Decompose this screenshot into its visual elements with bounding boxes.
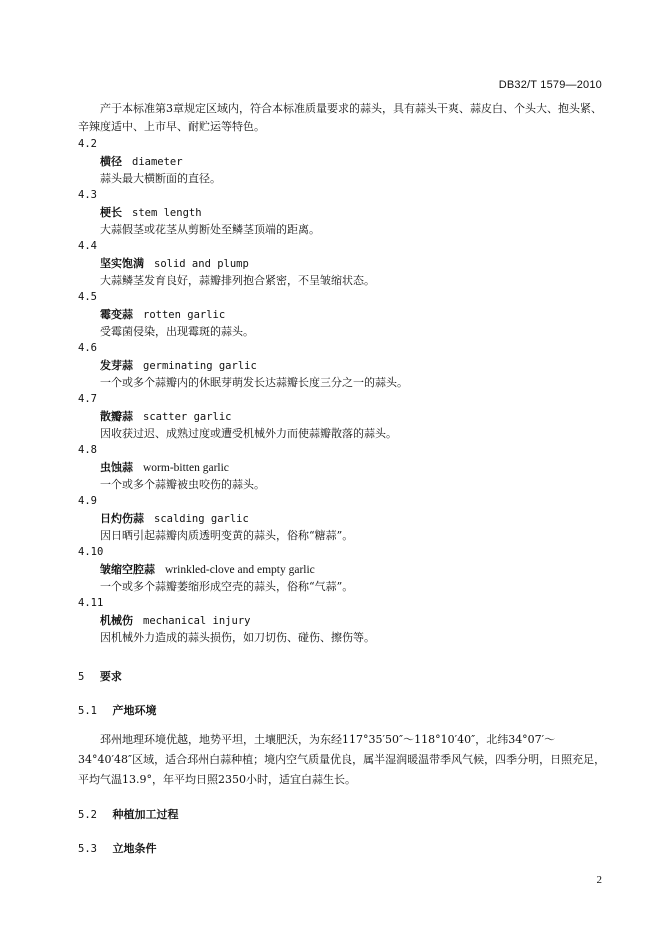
term-entry — [78, 595, 608, 646]
term-english-name: worm-bitten garlic — [143, 462, 229, 474]
intro-paragraph: 产于本标准第3章规定区域内，符合本标准质量要求的蒜头，具有蒜头干爽、蒜皮白、个头大、抱头紧、辛辣度适中、上市早、耐贮运等特色。 — [78, 102, 602, 133]
term-definition: 受霉菌侵染，出现霉斑的蒜头。 — [100, 325, 254, 338]
page-number: 2 — [596, 874, 602, 886]
section-5-2-heading — [78, 806, 608, 824]
term-title — [78, 459, 608, 476]
term-definition: 大蒜假茎或花茎从剪断处至鳞茎顶端的距离。 — [100, 223, 320, 236]
term-definition: 大蒜鳞茎发育良好，蒜瓣排列抱合紧密，不呈皱缩状态。 — [100, 274, 375, 287]
term-title — [78, 306, 608, 323]
term-definition: 一个或多个蒜瓣被虫咬伤的蒜头。 — [100, 478, 265, 491]
term-english-name: solid and plump — [154, 258, 249, 270]
section-title: 产地环境 — [112, 704, 157, 717]
term-chinese-name: 日灼伤蒜 — [100, 512, 144, 525]
section-number: 5.2 — [78, 809, 97, 821]
term-chinese-name: 梗长 — [100, 206, 122, 219]
term-number: 4.2 — [78, 138, 97, 150]
term-entry — [78, 289, 608, 340]
term-entry — [78, 493, 608, 544]
section-title: 种植加工过程 — [112, 808, 179, 821]
term-chinese-name: 散瓣蒜 — [100, 410, 133, 423]
term-chinese-name: 横径 — [100, 155, 122, 168]
term-number: 4.3 — [78, 189, 97, 201]
term-definition: 因收获过迟、成熟过度或遭受机械外力而使蒜瓣散落的蒜头。 — [100, 427, 397, 440]
term-english-name: scalding garlic — [154, 513, 249, 525]
term-chinese-name: 机械伤 — [100, 614, 133, 627]
term-english-name: stem length — [132, 207, 202, 219]
term-english-name: mechanical injury — [143, 615, 251, 627]
term-number: 4.7 — [78, 393, 97, 405]
term-english-name: wrinkled-clove and empty garlic — [165, 564, 315, 576]
section-5-1-text: 邳州地理环境优越，地势平坦，土壤肥沃，为东经117°35′50″～118°10′40″，北纬34°07′～34°40′48″区域，适合邳州白蒜种植；境内空气质量优良，属半湿润暖温带季风气候，四季分明，日照充足，平均气温13.9°，年平均日照2350小时，适宜白蒜生长。 — [78, 733, 606, 786]
section-5-3-heading — [78, 840, 608, 858]
term-chinese-name: 虫蚀蒜 — [100, 461, 133, 474]
section-5-heading — [78, 668, 608, 686]
term-title — [78, 510, 608, 527]
term-list — [78, 136, 608, 646]
term-number: 4.9 — [78, 495, 97, 507]
term-english-name: rotten garlic — [143, 309, 226, 321]
term-number: 4.5 — [78, 291, 97, 303]
term-entry — [78, 544, 608, 595]
term-title — [78, 204, 608, 221]
term-entry — [78, 442, 608, 493]
section-5-1-heading — [78, 702, 608, 720]
term-entry — [78, 187, 608, 238]
term-chinese-name: 皱缩空腔蒜 — [100, 563, 155, 576]
term-english-name: diameter — [132, 156, 183, 168]
term-english-name: scatter garlic — [143, 411, 232, 423]
term-definition: 因日晒引起蒜瓣肉质透明变黄的蒜头，俗称“糖蒜”。 — [100, 529, 354, 542]
term-entry — [78, 136, 608, 187]
term-number: 4.4 — [78, 240, 97, 252]
term-chinese-name: 发芽蒜 — [100, 359, 133, 372]
term-number: 4.11 — [78, 597, 104, 609]
term-number: 4.6 — [78, 342, 97, 354]
document-body — [78, 100, 608, 858]
term-chinese-name: 坚实饱满 — [100, 257, 144, 270]
term-entry — [78, 238, 608, 289]
term-definition: 因机械外力造成的蒜头损伤，如刀切伤、碰伤、擦伤等。 — [100, 631, 375, 644]
term-entry — [78, 340, 608, 391]
term-chinese-name: 霉变蒜 — [100, 308, 133, 321]
term-title — [78, 408, 608, 425]
section-title: 要求 — [99, 670, 122, 683]
term-number: 4.8 — [78, 444, 97, 456]
section-number: 5.1 — [78, 705, 97, 717]
term-definition: 一个或多个蒜瓣萎缩形成空壳的蒜头，俗称“气蒜”。 — [100, 580, 354, 593]
term-title — [78, 612, 608, 629]
section-title: 立地条件 — [112, 842, 157, 855]
term-definition: 蒜头最大横断面的直径。 — [100, 172, 221, 185]
section-number: 5.3 — [78, 843, 97, 855]
term-number: 4.10 — [78, 546, 104, 558]
term-title — [78, 357, 608, 374]
term-definition: 一个或多个蒜瓣内的休眠芽萌发长达蒜瓣长度三分之一的蒜头。 — [100, 376, 408, 389]
document-code-header: DB32/T 1579—2010 — [498, 79, 602, 91]
term-entry — [78, 391, 608, 442]
term-english-name: germinating garlic — [143, 360, 257, 372]
term-title — [78, 153, 608, 170]
term-title — [78, 255, 608, 272]
section-number: 5 — [78, 671, 85, 683]
term-title — [78, 561, 608, 578]
